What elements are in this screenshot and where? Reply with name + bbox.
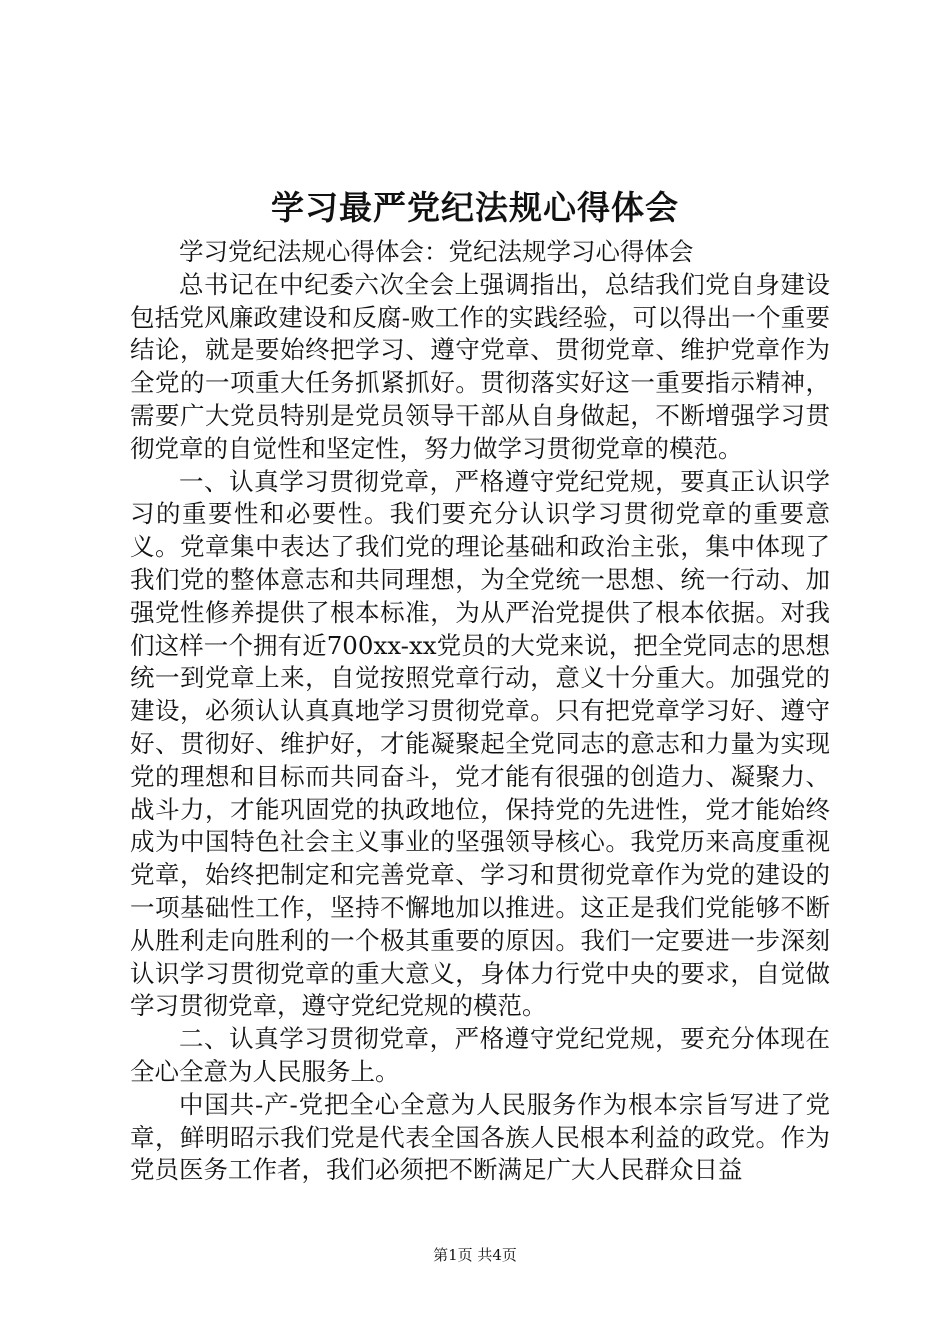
- body-paragraph: 二、认真学习贯彻党章，严格遵守党纪党规，要充分体现在全心全意为人民服务上。: [130, 1024, 830, 1086]
- body-paragraph: 总书记在中纪委六次全会上强调指出，总结我们党自身建设包括党风廉政建设和反腐-败工作的实践经验，可以得出一个重要结论，就是要始终把学习、遵守党章、贯彻党章、维护党章作为全党的一项重大任务抓紧抓好。贯彻落实好这一重要指示精神，需要广大党员特别是党员领导干部从自身做起，不断增强学习贯彻党章的自觉性和坚定性，努力做学习贯彻党章的模范。: [130, 269, 830, 463]
- document-title: 学习最严党纪法规心得体会: [271, 188, 679, 227]
- subtitle-paragraph: 学习党纪法规心得体会：党纪法规学习心得体会: [179, 237, 694, 266]
- document-body: [130, 236, 830, 1187]
- page-number-footer: 第1页 共4页: [433, 1246, 517, 1264]
- body-paragraph: 中国共-产-党把全心全意为人民服务作为根本宗旨写进了党章，鲜明昭示我们党是代表全国各族人民根本利益的政党。作为党员医务工作者，我们必须把不断满足广大人民群众日益: [130, 1089, 830, 1185]
- body-paragraph: 一、认真学习贯彻党章，严格遵守党纪党规，要真正认识学习的重要性和必要性。我们要充分认识学习贯彻党章的重要意义。党章集中表达了我们党的理论基础和政治主张，集中体现了我们党的整体意志和共同理想，为全党统一思想、统一行动、加强党性修养提供了根本标准，为从严治党提供了根本依据。对我们这样一个拥有近700xx-xx党员的大党来说，把全党同志的思想统一到党章上来，自觉按照党章行动，意义十分重大。加强党的建设，必须认认真真地学习贯彻党章。只有把党章学习好、遵守好、贯彻好、维护好，才能凝聚起全党同志的意志和力量为实现党的理想和目标而共同奋斗，党才能有很强的创造力、凝聚力、战斗力，才能巩固党的执政地位，保持党的先进性，党才能始终成为中国特色社会主义事业的坚强领导核心。我党历来高度重视党章，始终把制定和完善党章、学习和贯彻党章作为党的建设的一项基础性工作，坚持不懈地加以推进。这正是我们党能够不断从胜利走向胜利的一个极其重要的原因。我们一定要进一步深刻认识学习贯彻党章的重大意义，身体力行党中央的要求，自觉做学习贯彻党章，遵守党纪党规的模范。: [130, 466, 830, 1021]
